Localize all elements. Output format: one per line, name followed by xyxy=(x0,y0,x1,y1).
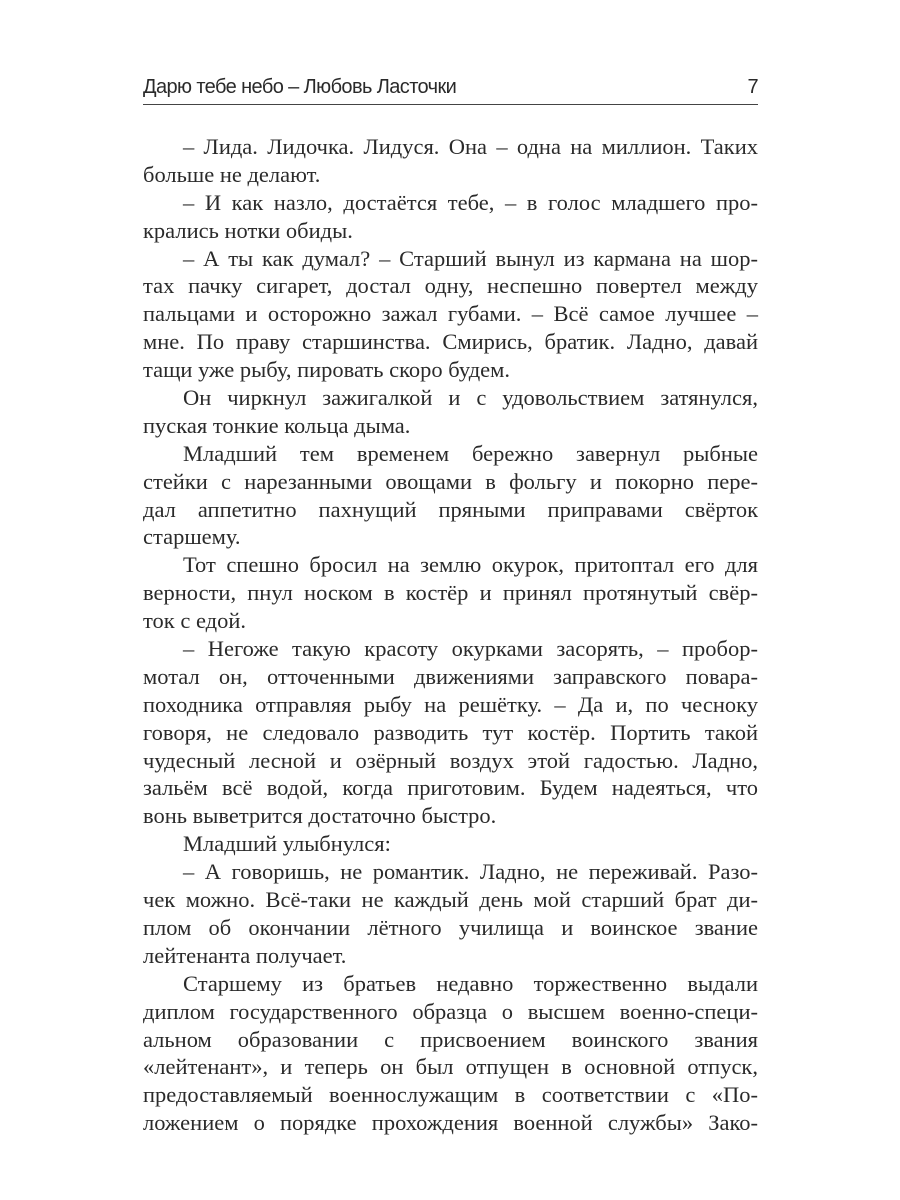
paragraph xyxy=(143,245,758,384)
text-line: – А ты как думал? – Старший вынул из кармана на шор- xyxy=(183,245,758,271)
text-line: предоставляемый военнослужащим в соответствии с «По- xyxy=(143,1082,758,1108)
text-line: стейки с нарезанными овощами в фольгу и покорно пере- xyxy=(143,468,758,494)
text-line: чек можно. Всё-таки не каждый день мой старший брат ди- xyxy=(143,887,758,913)
text-line: – Лида. Лидочка. Лидуся. Она – одна на миллион. Таких xyxy=(183,134,758,159)
book-title: Дарю тебе небо – Любовь Ласточки xyxy=(143,76,457,98)
page-number: 7 xyxy=(747,76,758,98)
paragraph xyxy=(143,189,758,245)
text-line: плом об окончании лётного училища и воинское звание xyxy=(143,914,758,940)
text-line: крались нотки обиды. xyxy=(143,217,353,243)
running-header xyxy=(143,76,758,105)
text-line: Младший тем временем бережно завернул рыбные xyxy=(183,440,758,466)
paragraph xyxy=(143,635,758,830)
text-line: – Негоже такую красоту окурками засорять, – пробор- xyxy=(183,636,758,662)
text-line: «лейтенант», и теперь он был отпущен в основной отпуск, xyxy=(143,1054,758,1080)
paragraph xyxy=(143,440,758,552)
text-line: диплом государственного образца о высшем военно-специ- xyxy=(143,998,758,1024)
text-line: дал аппетитно пахнущий пряными приправами свёрток xyxy=(143,496,758,522)
paragraph xyxy=(143,858,758,970)
text-line: альном образовании с присвоением воинского звания xyxy=(143,1026,758,1052)
text-line: верности, пнул носком в костёр и принял протянутый свёр- xyxy=(143,580,758,606)
body-text xyxy=(143,133,758,1137)
paragraph xyxy=(143,551,758,635)
text-line: походника отправляя рыбу на решётку. – Да и, по чесноку xyxy=(143,691,758,717)
text-line: мне. По праву старшинства. Смирись, братик. Ладно, давай xyxy=(143,329,758,355)
text-line: пальцами и осторожно зажал губами. – Всё самое лучшее – xyxy=(143,301,758,327)
text-line: тах пачку сигарет, достал одну, неспешно повертел между xyxy=(143,273,758,299)
text-line: больше не делают. xyxy=(143,161,321,187)
text-line: ложением о порядке прохождения военной службы» Зако- xyxy=(143,1110,758,1136)
paragraph xyxy=(143,384,758,440)
text-line: лейтенанта получает. xyxy=(143,942,347,968)
text-line: ток с едой. xyxy=(143,608,247,634)
text-line: Старшему из братьев недавно торжественно выдали xyxy=(183,970,758,996)
text-line: вонь выветрится достаточно быстро. xyxy=(143,803,497,829)
text-line: Он чиркнул зажигалкой и с удовольствием затянулся, xyxy=(183,385,758,411)
text-line: чудесный лесной и озёрный воздух этой гадостью. Ладно, xyxy=(143,747,758,773)
text-line: Младший улыбнулся: xyxy=(183,831,391,857)
text-line: мотал он, отточенными движениями заправского повара- xyxy=(143,663,758,689)
text-line: тащи уже рыбу, пировать скоро будем. xyxy=(143,357,511,383)
text-line: зальём всё водой, когда приготовим. Будем надеяться, что xyxy=(143,775,758,801)
paragraph xyxy=(143,970,758,1137)
text-line: – И как назло, достаётся тебе, – в голос младшего про- xyxy=(183,189,758,215)
text-line: говоря, не следовало разводить тут костёр. Портить такой xyxy=(143,719,758,745)
text-line: пуская тонкие кольца дыма. xyxy=(143,412,411,438)
text-line: старшему. xyxy=(143,524,241,550)
paragraph xyxy=(143,133,758,189)
text-line: – А говоришь, не романтик. Ладно, не переживай. Разо- xyxy=(183,859,758,885)
text-line: Тот спешно бросил на землю окурок, притоптал его для xyxy=(183,552,758,578)
paragraph xyxy=(143,830,758,858)
